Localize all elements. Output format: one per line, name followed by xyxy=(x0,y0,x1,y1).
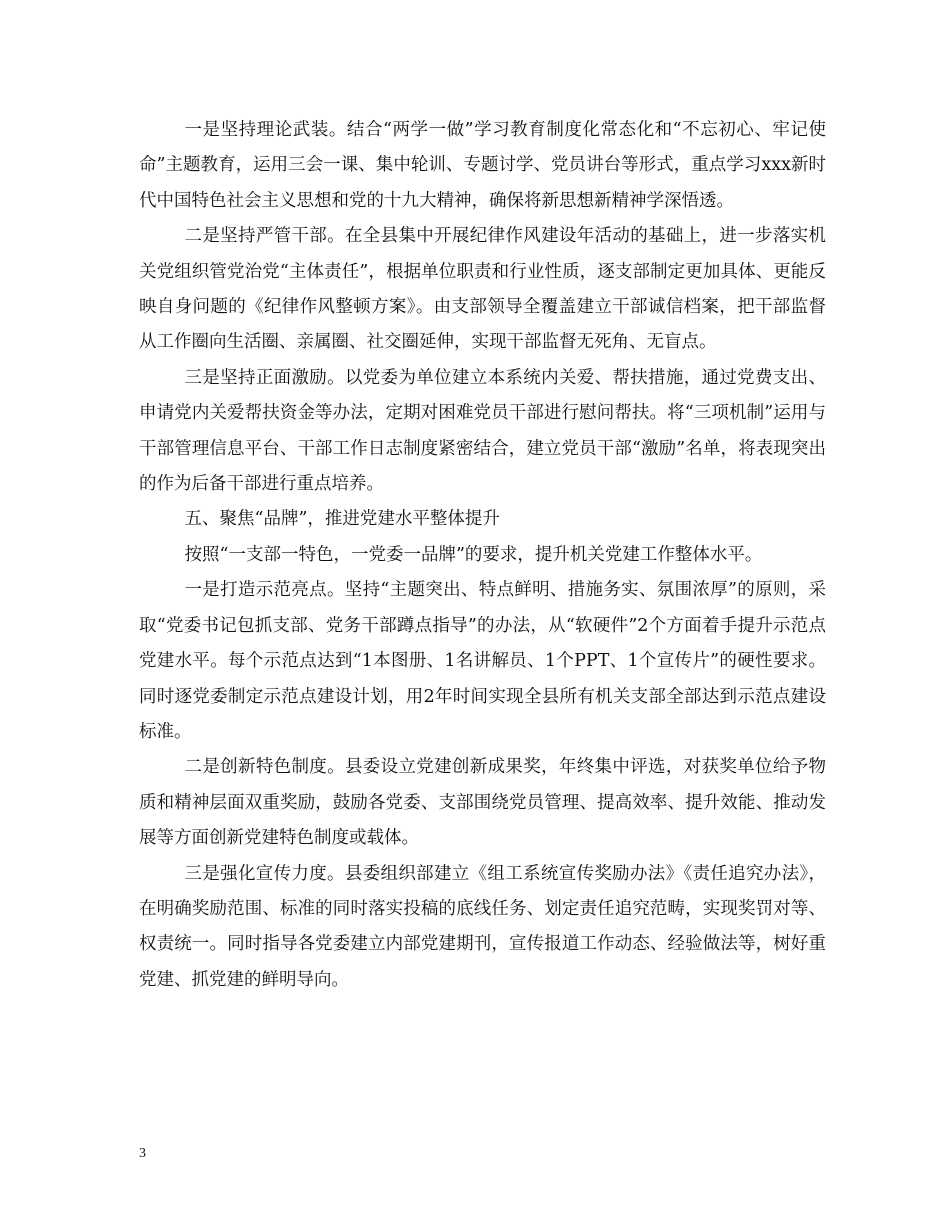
paragraph-positive-incentive: 三是坚持正面激励。以党委为单位建立本系统内关爱、帮扶措施，通过党费支出、申请党内关爱帮扶资金等办法，定期对困难党员干部进行慰问帮扶。将“三项机制”运用与干部管理信息平台、干部工作日志制度紧密结合，建立党员干部“激励”名单，将表现突出的作为后备干部进行重点培养。 xyxy=(139,367,826,495)
paragraph-brand-requirement: 按照“一支部一特色，一党委一品牌”的要求，提升机关党建工作整体水平。 xyxy=(184,544,763,565)
paragraph-strict-cadre-management: 二是坚持严管干部。在全县集中开展纪律作风建设年活动的基础上，进一步落实机关党组织管党治党“主体责任”，根据单位职责和行业性质，逐支部制定更加具体、更能反映自身问题的《纪律作风整顿方案》。由支部领导全覆盖建立干部诚信档案，把干部监督从工作圈向生活圈、亲属圈、社交圈延伸，实现干部监督无死角、无盲点。 xyxy=(139,226,826,353)
paragraph-publicity-strength: 三是强化宣传力度。县委组织部建立《组工系统宣传奖励办法》《责任追究办法》，在明确奖励范围、标准的同时落实投稿的底线任务、划定责任追究范畴，实现奖罚对等、权责统一。同时指导各党委建立内部党建期刊，宣传报道工作动态、经验做法等，树好重党建、抓党建的鲜明导向。 xyxy=(139,863,826,990)
paragraph-theory-armament: 一是坚持理论武装。结合“两学一做”学习教育制度化常态化和“不忘初心、牢记使命”主题教育，运用三会一课、集中轮训、专题讨学、党员讲台等形式，重点学习xxx新时代中国特色社会主义思想和党的十九大精神，确保将新思想新精神学深悟透。 xyxy=(139,120,826,211)
paragraph-innovation-system: 二是创新特色制度。县委设立党建创新成果奖，年终集中评选，对获奖单位给予物质和精神层面双重奖励，鼓励各党委、支部围绕党员管理、提高效率、提升效能、推动发展等方面创新党建特色制度或载体。 xyxy=(139,757,826,849)
paragraph-demonstration-highlights: 一是打造示范亮点。坚持“主题突出、特点鲜明、措施务实、氛围浓厚”的原则，采取“党委书记包抓支部、党务干部蹲点指导”的办法，从“软硬件”2个方面着手提升示范点党建水平。每个示范点达到“1本图册、1名讲解员、1个PPT、1个宣传片”的硬性要求。同时逐党委制定示范点建设计划，用2年时间实现全县所有机关支部全部达到示范点建设标准。 xyxy=(139,580,826,742)
section-heading-brand: 五、聚焦“品牌”，推进党建水平整体提升 xyxy=(184,509,500,530)
document-body xyxy=(139,113,826,998)
page-number: 3 xyxy=(139,1146,146,1161)
